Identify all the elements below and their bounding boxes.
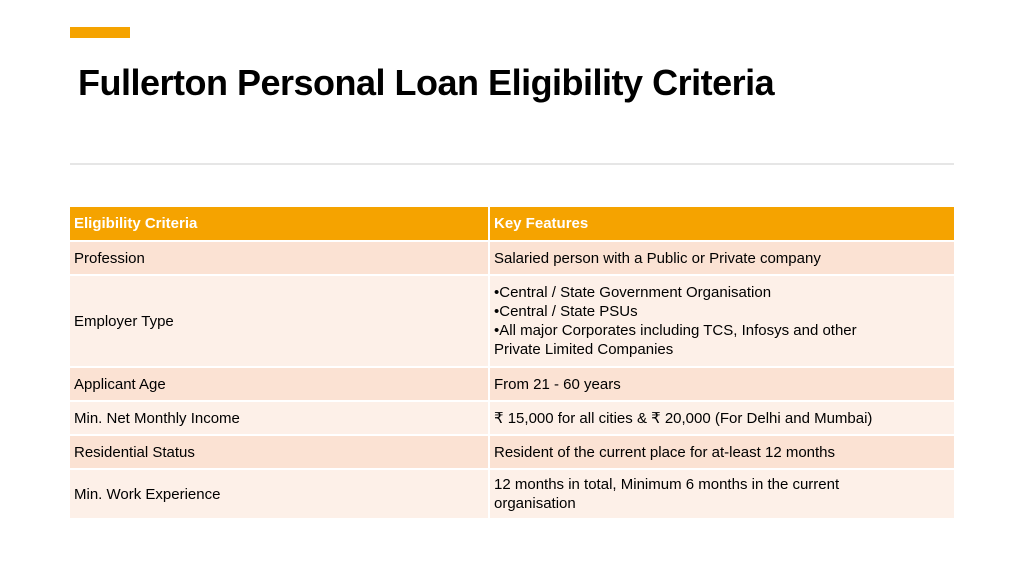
table-header-row	[70, 207, 954, 242]
feature-line: 12 months in total, Minimum 6 months in the current	[494, 476, 840, 493]
header-key-features: Key Features	[490, 207, 954, 242]
feature-line: •All major Corporates including TCS, Infosys and other	[494, 322, 857, 339]
table-row	[70, 276, 954, 368]
features-cell	[490, 470, 954, 520]
feature-line: organisation	[494, 495, 576, 512]
features-cell	[490, 436, 954, 470]
features-cell	[490, 242, 954, 276]
table-row	[70, 368, 954, 402]
feature-line: Private Limited Companies	[494, 341, 674, 358]
table-row	[70, 402, 954, 436]
features-cell	[490, 276, 954, 368]
table-row	[70, 242, 954, 276]
feature-line: •Central / State Government Organisation	[494, 284, 772, 301]
feature-line: Resident of the current place for at-least 12 months	[494, 443, 836, 461]
feature-line: •Central / State PSUs	[494, 303, 638, 320]
title-accent-bar	[70, 27, 130, 38]
criteria-cell: Residential Status	[70, 436, 490, 470]
criteria-cell: Min. Net Monthly Income	[70, 402, 490, 436]
features-cell	[490, 402, 954, 436]
criteria-cell: Min. Work Experience	[70, 470, 490, 520]
features-cell	[490, 368, 954, 402]
criteria-cell: Employer Type	[70, 276, 490, 368]
criteria-cell: Applicant Age	[70, 368, 490, 402]
table-row	[70, 470, 954, 520]
feature-line: ₹ 15,000 for all cities & ₹ 20,000 (For Delhi and Mumbai)	[494, 409, 873, 427]
header-eligibility-criteria: Eligibility Criteria	[70, 207, 490, 242]
feature-line: Salaried person with a Public or Private company	[494, 249, 821, 267]
criteria-cell: Profession	[70, 242, 490, 276]
eligibility-table	[70, 207, 954, 520]
page-title: Fullerton Personal Loan Eligibility Criteria	[78, 62, 775, 103]
table-row	[70, 436, 954, 470]
title-divider	[70, 163, 954, 165]
feature-line: From 21 - 60 years	[494, 375, 621, 393]
